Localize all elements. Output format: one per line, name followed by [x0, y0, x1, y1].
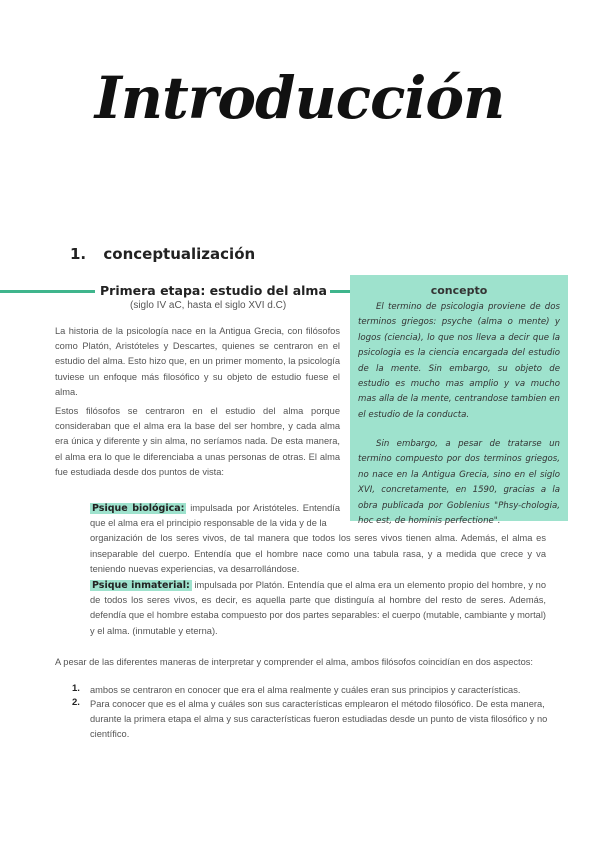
list-number: 2. [72, 697, 80, 708]
section-number: 1. [70, 245, 87, 263]
section-heading [70, 245, 255, 263]
list-item [72, 683, 550, 698]
point-text: impulsada por Platón. Entendía que el alma era un elemento propio del hombre, y no de todos los seres vivos, es decir, es aquella parte que distinguía al hombre del resto de seres. Además, defendía que el hombre estaba compuesto por dos partes separables: el cuerpo (mutable, cambiante y mortal) y el alma. (inmutable y eterna). [90, 580, 546, 636]
keyword-highlight: Psique inmaterial: [92, 580, 190, 591]
list-number: 1. [72, 683, 80, 694]
point-biological-psyche [90, 501, 546, 577]
section-title: conceptualización [103, 245, 256, 263]
point-text-continued: organización de los seres vivos, de tal manera que todos los seres vivos tienen alma. Además, el alma es inseparable del cuerpo. Entendía que el hombre nace como una tabula rasa, y a medida que crece y va teniendo nuevas experiencias, va desarrollándose. [90, 533, 546, 574]
page-title: Introducción [94, 64, 505, 132]
concept-paragraph-2: Sin embargo, a pesar de tratarse un termino compuesto por dos terminos griegos, no nace en la Antigua Grecia, sino en el siglo XVI, concretamente, en 1590, gracias a la obra publicada por Goblenius "Phsy-chologia, hoc est, de hominis perfectione". [358, 439, 560, 527]
paragraph-soul: Estos filósofos se centraron en el estudio del alma porque consideraban que el alma era la base del ser hombre, y cada alma era única y diferente y sin alma, no seríamos nada. De esta manera, el alma era lo que le diferenciaba a unas personas de otras. El alma fue estudiada desde dos puntos de vista: [55, 406, 340, 477]
concept-paragraph-1: El termino de psicologia proviene de dos terminos griegos: psyche (alma o mente) y logos (ciencia), lo que nos lleva a decir que la psicologia es la ciencia encargada del estudio de la mente. Sin embargo, su objeto de estudio es mucho mas amplio y va mucho mas alla de la mente, centrandose tambien en el estudio de la conducta. [358, 302, 560, 420]
list-item [72, 697, 550, 743]
stage-subtitle: (siglo IV aC, hasta el siglo XVI d.C) [130, 300, 287, 311]
concept-title: concepto [430, 284, 488, 297]
paragraph-history: La historia de la psicología nace en la Antigua Grecia, con filósofos como Platón, Aristóteles y Descartes, quienes se centraron en el estudio del alma. Esto hizo que, en un primer momento, la psicología tuviese un enfoque más filosófico y su objeto de estudio fuese el alma. [55, 326, 340, 397]
stage-title: Primera etapa: estudio del alma [97, 283, 330, 298]
paragraph-conclusion: A pesar de las diferentes maneras de interpretar y comprender el alma, ambos filósofos coincidían en dos aspectos: [55, 657, 534, 667]
point-immaterial-psyche [90, 578, 546, 639]
concept-box [350, 275, 568, 527]
list-text: Para conocer que es el alma y cuáles son sus características emplearon el método filosófico. De esta manera, durante la primera etapa el alma y sus características fueron estudiadas desde un punto de vista filosófico y no científico. [90, 699, 548, 740]
keyword-highlight: Psique biológica: [92, 503, 185, 514]
list-text: ambos se centraron en conocer que era el alma realmente y cuáles eran sus principios y características. [90, 685, 521, 695]
point-text: impulsada por Aristóteles. Entendía que el alma era el principio responsable de la vida y de la [90, 503, 340, 529]
